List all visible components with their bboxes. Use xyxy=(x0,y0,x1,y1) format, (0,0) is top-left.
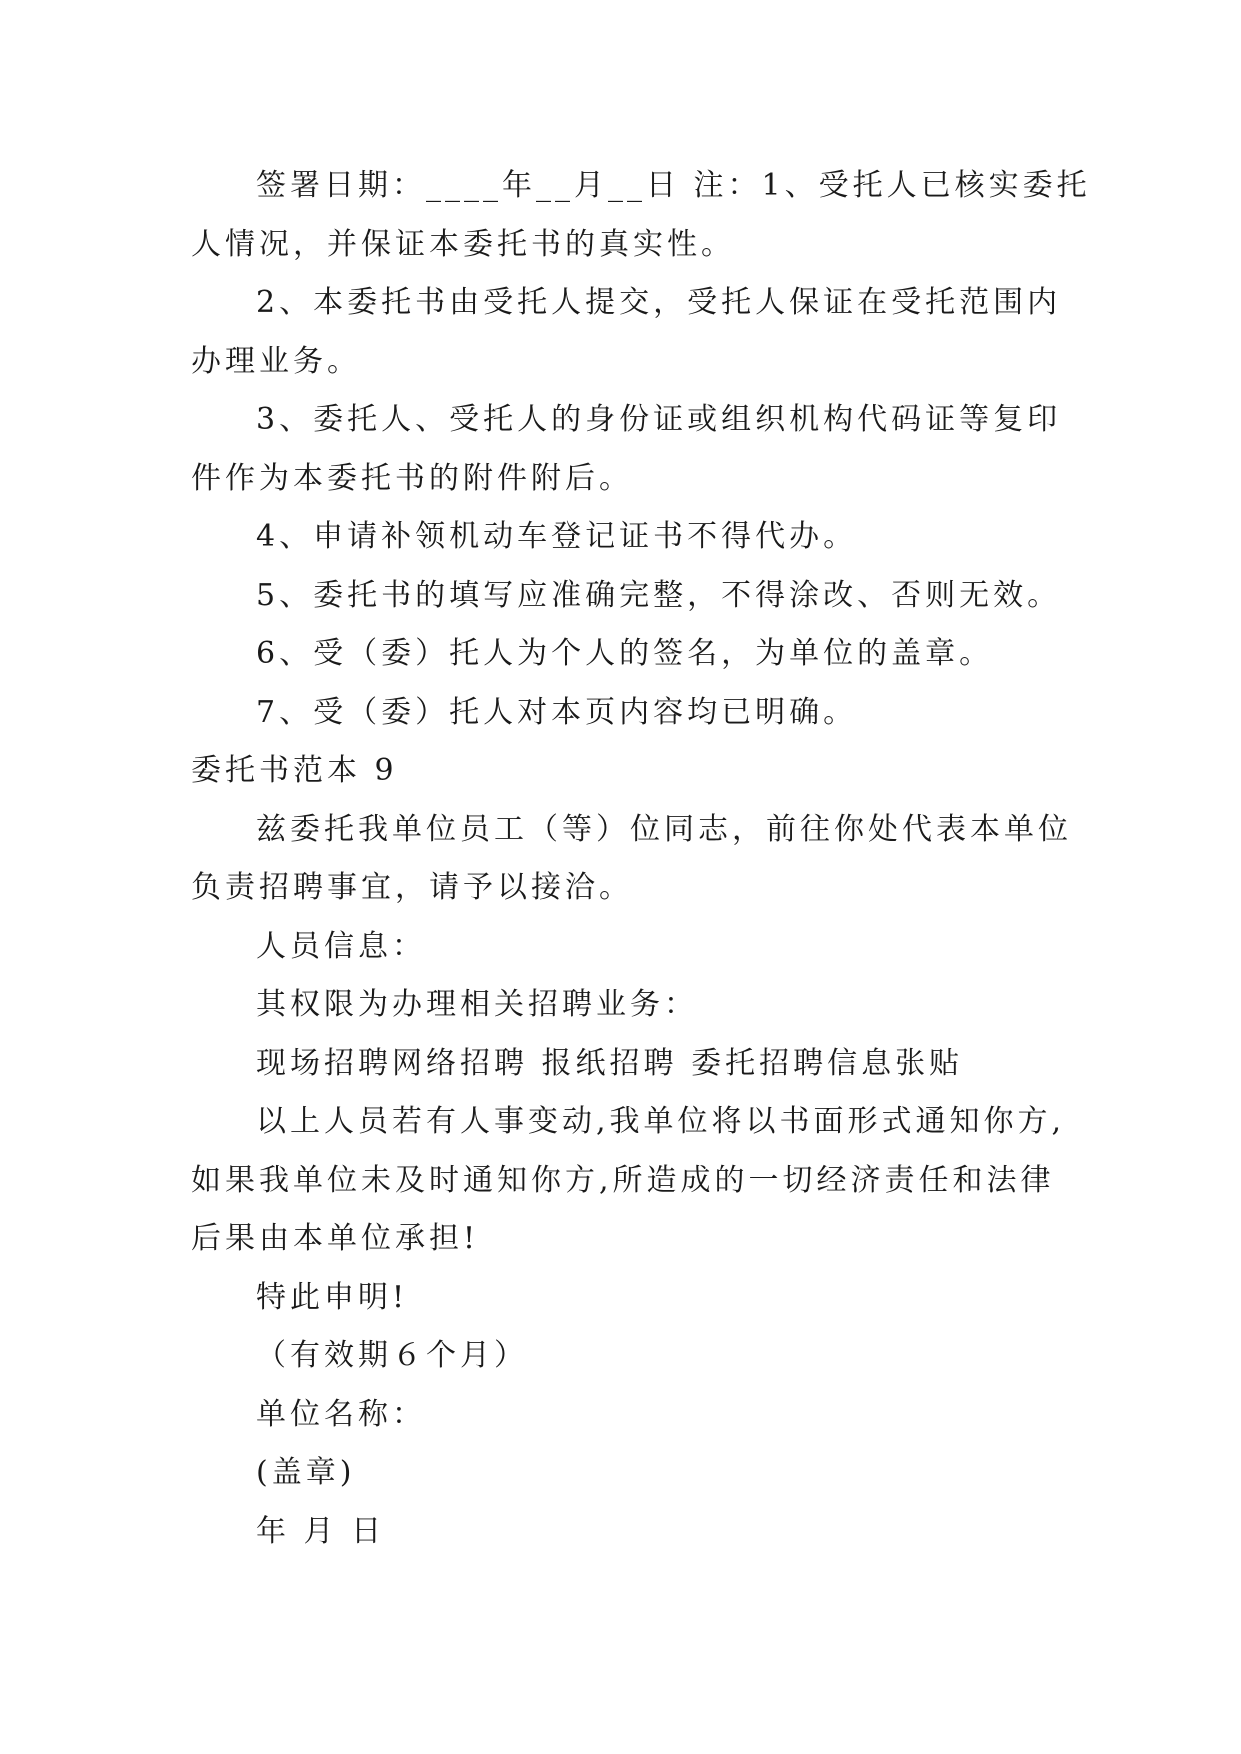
note-4: 4、申请补领机动车登记证书不得代办。 xyxy=(256,519,858,554)
entrust-paragraph: 兹委托我单位员工（等）位同志，前往你处代表本单位 xyxy=(256,811,1072,847)
note-1-continued: 人情况，并保证本委托书的真实性。 xyxy=(191,226,735,262)
change-notice-continued-1: 如果我单位未及时通知你方,所造成的一切经济责任和法律 xyxy=(191,1162,1055,1198)
note-3-continued: 件作为本委托书的附件附后。 xyxy=(191,460,633,496)
personnel-info-label: 人员信息： xyxy=(256,928,426,964)
note-2-continued: 办理业务。 xyxy=(191,343,361,379)
signing-date-line: 签署日期：____年__月__日 注：1、受托人已核实委托 xyxy=(256,168,1091,203)
unit-name-label: 单位名称： xyxy=(256,1396,426,1432)
authority-label: 其权限为办理相关招聘业务： xyxy=(256,987,698,1022)
change-notice-paragraph: 以上人员若有人事变动,我单位将以书面形式通知你方, xyxy=(256,1104,1066,1139)
recruitment-types: 现场招聘网络招聘 报纸招聘 委托招聘信息张贴 xyxy=(256,1045,964,1081)
entrust-paragraph-continued: 负责招聘事宜，请予以接洽。 xyxy=(191,870,633,905)
change-notice-continued-2: 后果由本单位承担! xyxy=(191,1221,480,1256)
note-2: 2、本委托书由受托人提交，受托人保证在受托范围内 xyxy=(256,285,1062,320)
note-6: 6、受（委）托人为个人的签名，为单位的盖章。 xyxy=(256,636,994,671)
date-line: 年 月 日 xyxy=(256,1513,386,1549)
declaration-line: 特此申明! xyxy=(256,1279,409,1315)
note-5: 5、委托书的填写应准确完整，不得涂改、否则无效。 xyxy=(256,577,1062,613)
document-body xyxy=(191,157,1091,1561)
validity-line: （有效期６个月） xyxy=(256,1338,528,1373)
note-7: 7、受（委）托人对本页内容均已明确。 xyxy=(256,694,858,730)
seal-label: (盖章) xyxy=(256,1455,356,1490)
note-3: 3、委托人、受托人的身份证或组织机构代码证等复印 xyxy=(256,402,1062,437)
section-heading: 委托书范本 9 xyxy=(191,753,398,788)
